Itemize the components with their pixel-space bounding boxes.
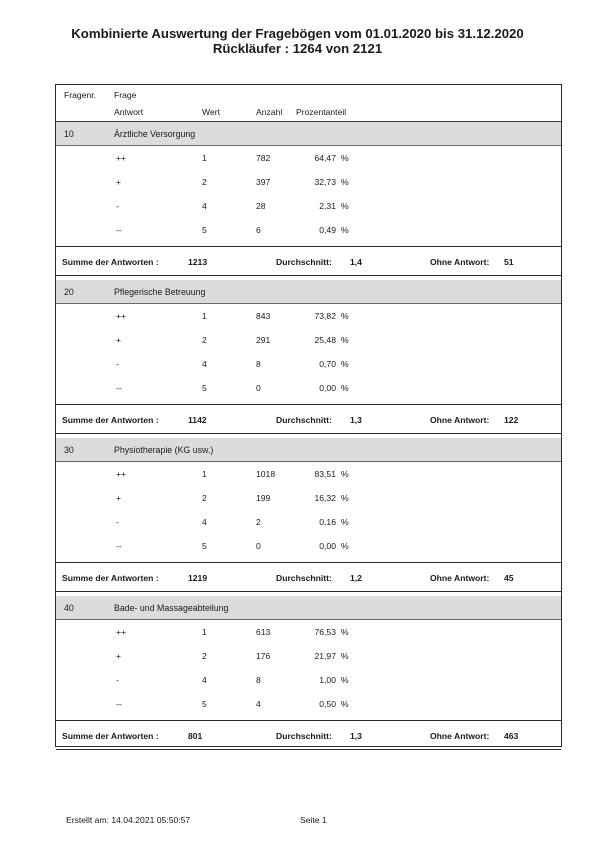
ohne-antwort-value: 45: [504, 573, 514, 583]
question-row: [56, 596, 561, 620]
percent-sign: %: [341, 225, 349, 235]
header-fragenr: Fragenr.: [64, 90, 97, 100]
question-row: [56, 122, 561, 146]
answer-row: [56, 194, 561, 218]
percent-sign: %: [341, 177, 349, 187]
answer-value: 5: [202, 383, 207, 393]
percent-sign: %: [341, 541, 349, 551]
percent-sign: %: [341, 359, 349, 369]
table-header: [56, 85, 561, 122]
answer-row: [56, 462, 561, 486]
question-text: Bade- und Massageabteilung: [114, 603, 229, 613]
answer-percent: 1,00: [319, 675, 336, 685]
answer-row: [56, 534, 561, 558]
answer-percent: 64,47: [314, 153, 336, 163]
question-section: [56, 438, 561, 596]
answer-label: +: [116, 335, 122, 345]
answer-row: [56, 644, 561, 668]
summe-label: Summe der Antworten :: [62, 731, 159, 741]
answer-label: -: [116, 359, 119, 369]
summe-value: 1142: [188, 415, 207, 425]
durchschnitt-label: Durchschnitt:: [276, 731, 332, 741]
durchschnitt-label: Durchschnitt:: [276, 257, 332, 267]
percent-sign: %: [341, 469, 349, 479]
answer-percent: 83,51: [314, 469, 336, 479]
answer-percent: 0,49: [319, 225, 336, 235]
answer-value: 5: [202, 541, 207, 551]
ohne-antwort-value: 51: [504, 257, 514, 267]
summe-value: 1219: [188, 573, 208, 583]
title-line-2: Rückläufer : 1264 von 2121: [212, 41, 383, 56]
question-row: [56, 438, 561, 462]
percent-sign: %: [341, 153, 349, 163]
ohne-antwort-label: Ohne Antwort:: [430, 573, 490, 583]
percent-sign: %: [341, 675, 349, 685]
answer-percent: 21,97: [314, 651, 336, 661]
question-text: Physiotherapie (KG usw.): [114, 445, 214, 455]
answer-value: 4: [202, 201, 207, 211]
answer-count: 6: [256, 225, 261, 235]
durchschnitt-label: Durchschnitt:: [276, 415, 332, 425]
summary-row: [56, 720, 561, 750]
answer-percent: 76,53: [314, 627, 336, 637]
answer-value: 1: [202, 627, 207, 637]
answer-count: 782: [256, 153, 271, 163]
answer-count: 8: [256, 675, 261, 685]
header-anzahl: Anzahl: [256, 107, 283, 117]
question-section: [56, 122, 561, 280]
percent-sign: %: [341, 517, 349, 527]
ohne-antwort-value: 463: [504, 731, 519, 741]
ohne-antwort-label: Ohne Antwort:: [430, 731, 490, 741]
percent-sign: %: [341, 651, 349, 661]
answer-value: 5: [202, 699, 207, 709]
answer-percent: 25,48: [314, 335, 336, 345]
answer-percent: 73,82: [314, 311, 336, 321]
created-timestamp: Erstellt am: 14.04.2021 05:50:57: [66, 815, 191, 825]
answer-value: 4: [202, 675, 207, 685]
header-frage: Frage: [114, 90, 137, 100]
answer-label: --: [116, 541, 122, 551]
answer-label: --: [116, 699, 122, 709]
answer-count: 4: [256, 699, 261, 709]
title-line-1: Kombinierte Auswertung der Fragebögen vom 01.01.2020 bis 31.12.2020: [71, 26, 524, 41]
answer-value: 2: [202, 651, 207, 661]
answer-row: [56, 692, 561, 716]
summe-value: 801: [188, 731, 203, 741]
answer-value: 5: [202, 225, 207, 235]
answer-percent: 0,00: [319, 541, 336, 551]
answer-row: [56, 376, 561, 400]
answer-count: 843: [256, 311, 271, 321]
percent-sign: %: [341, 699, 349, 709]
answer-row: [56, 328, 561, 352]
report-title: [0, 26, 595, 56]
answer-value: 2: [202, 177, 207, 187]
answer-row: [56, 352, 561, 376]
answer-label: -: [116, 675, 119, 685]
report-table: [55, 84, 562, 747]
answer-label: ++: [116, 311, 127, 321]
answer-count: 0: [256, 383, 261, 393]
answer-row: [56, 304, 561, 328]
answer-value: 1: [202, 153, 207, 163]
answer-count: 291: [256, 335, 271, 345]
answer-label: --: [116, 225, 122, 235]
summary-row: [56, 562, 561, 592]
header-prozentanteil: Prozentanteil: [296, 107, 347, 117]
answer-count: 199: [256, 493, 271, 503]
answer-percent: 2,31: [319, 201, 336, 211]
percent-sign: %: [341, 201, 349, 211]
answer-percent: 0,70: [319, 359, 336, 369]
answer-count: 28: [256, 201, 266, 211]
durchschnitt-value: 1,2: [350, 573, 362, 583]
question-number: 10: [64, 129, 74, 139]
summe-value: 1213: [188, 257, 208, 267]
question-section: [56, 596, 561, 750]
percent-sign: %: [341, 335, 349, 345]
question-text: Pflegerische Betreuung: [114, 287, 206, 297]
answer-count: 0: [256, 541, 261, 551]
answer-label: -: [116, 517, 119, 527]
answer-row: [56, 146, 561, 170]
question-sections: [56, 122, 561, 750]
summe-label: Summe der Antworten :: [62, 415, 159, 425]
answer-count: 1018: [256, 469, 276, 479]
answer-value: 4: [202, 517, 207, 527]
answer-label: --: [116, 383, 122, 393]
answer-label: ++: [116, 153, 127, 163]
header-antwort: Antwort: [114, 107, 144, 117]
summary-row: [56, 246, 561, 276]
answer-row: [56, 668, 561, 692]
answer-label: +: [116, 177, 122, 187]
answer-row: [56, 218, 561, 242]
answer-percent: 0,16: [319, 517, 336, 527]
answer-value: 1: [202, 311, 207, 321]
answer-label: +: [116, 651, 122, 661]
answer-count: 613: [256, 627, 271, 637]
answer-percent: 32,73: [314, 177, 336, 187]
header-wert: Wert: [202, 107, 220, 117]
answer-label: +: [116, 493, 122, 503]
durchschnitt-label: Durchschnitt:: [276, 573, 332, 583]
question-section: [56, 280, 561, 438]
ohne-antwort-label: Ohne Antwort:: [430, 257, 490, 267]
answer-row: [56, 170, 561, 194]
question-number: 20: [64, 287, 74, 297]
answer-count: 8: [256, 359, 261, 369]
question-number: 40: [64, 603, 74, 613]
answer-row: [56, 510, 561, 534]
answer-value: 2: [202, 493, 207, 503]
answer-percent: 0,00: [319, 383, 336, 393]
answer-label: -: [116, 201, 119, 211]
percent-sign: %: [341, 493, 349, 503]
percent-sign: %: [341, 311, 349, 321]
answer-count: 397: [256, 177, 271, 187]
ohne-antwort-value: 122: [504, 415, 519, 425]
durchschnitt-value: 1,4: [350, 257, 362, 267]
answer-count: 2: [256, 517, 261, 527]
percent-sign: %: [341, 383, 349, 393]
durchschnitt-value: 1,3: [350, 731, 362, 741]
answer-row: [56, 486, 561, 510]
question-text: Ärztliche Versorgung: [114, 129, 196, 139]
ohne-antwort-label: Ohne Antwort:: [430, 415, 490, 425]
answer-percent: 16,32: [314, 493, 336, 503]
answer-label: ++: [116, 627, 127, 637]
page-number: Seite 1: [300, 815, 327, 825]
question-row: [56, 280, 561, 304]
durchschnitt-value: 1,3: [350, 415, 362, 425]
answer-value: 1: [202, 469, 207, 479]
answer-count: 176: [256, 651, 271, 661]
summe-label: Summe der Antworten :: [62, 573, 159, 583]
answer-row: [56, 620, 561, 644]
question-number: 30: [64, 445, 74, 455]
summary-row: [56, 404, 561, 434]
percent-sign: %: [341, 627, 349, 637]
summe-label: Summe der Antworten :: [62, 257, 159, 267]
answer-value: 4: [202, 359, 207, 369]
answer-percent: 0,50: [319, 699, 336, 709]
answer-label: ++: [116, 469, 127, 479]
answer-value: 2: [202, 335, 207, 345]
